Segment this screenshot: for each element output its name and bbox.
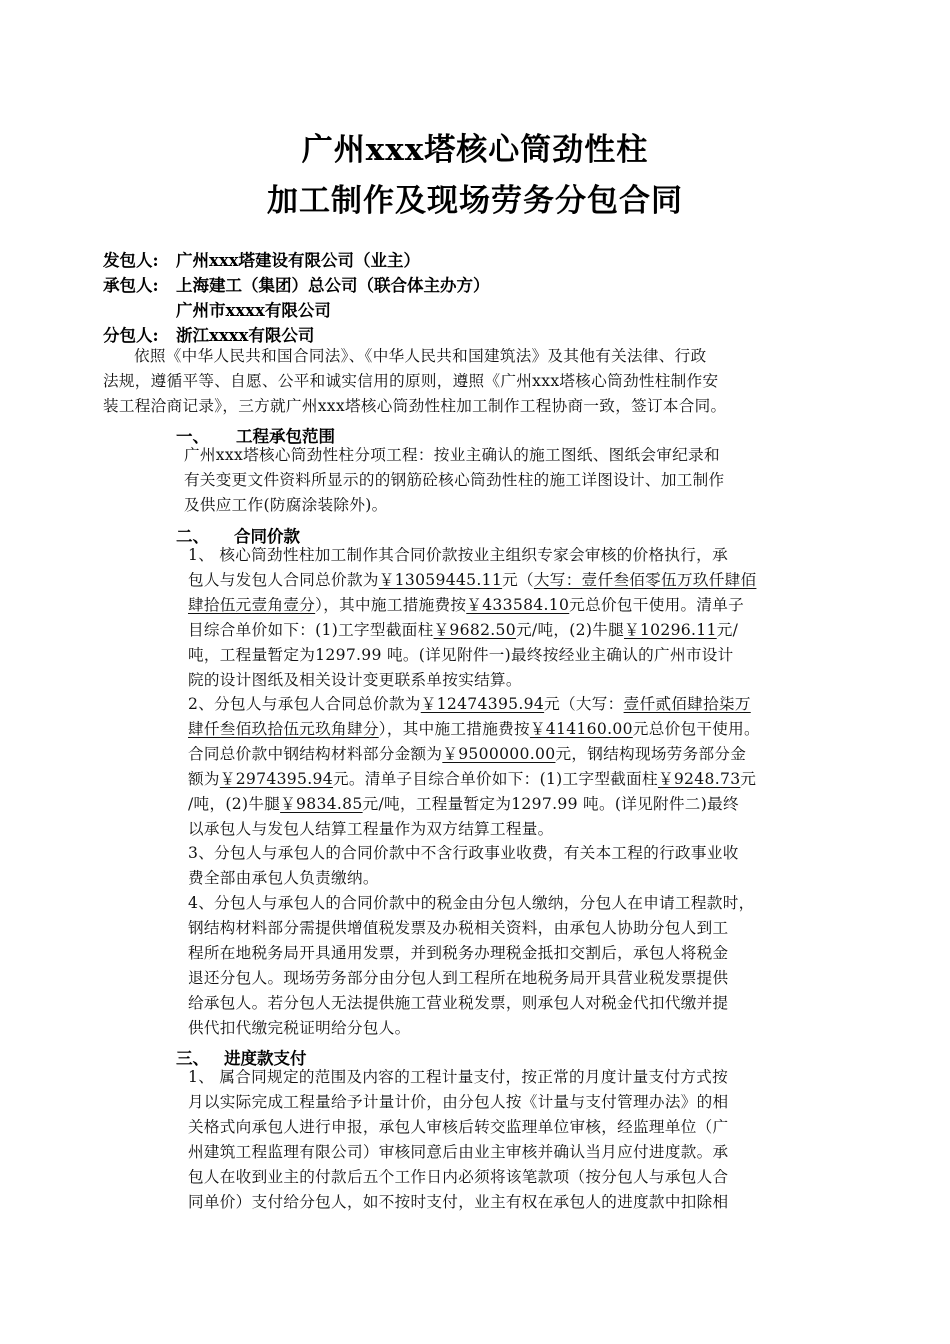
- document-title-line-1: 广州xxx塔核心筒劲性柱: [301, 132, 649, 168]
- amount-in-words: 壹仟贰佰肆拾柒万: [623, 695, 751, 713]
- paragraph-line: 退还分包人。现场劳务部分由分包人到工程所在地税务局开具营业税发票提供: [188, 969, 729, 987]
- section-title: 合同价款: [234, 527, 300, 546]
- party-contractor: [103, 272, 490, 296]
- section-heading-3: [176, 1045, 307, 1069]
- text-run: ），其中施工措施费按: [378, 720, 530, 738]
- section-title: 工程承包范围: [236, 427, 335, 446]
- paragraph-line: [188, 797, 739, 813]
- text-run: 元。清单子目综合单价如下：(1)工字型截面柱: [332, 770, 658, 788]
- text-run: 元（大写：: [544, 695, 624, 713]
- unit-price: ￥9248.73: [657, 770, 741, 788]
- text-run: 元/吨，(2)牛腿: [516, 621, 625, 639]
- text-run: 元总价包干使用。清单子: [569, 596, 745, 614]
- unit-price: ￥9682.50: [433, 621, 516, 639]
- party-value: 浙江xxxx有限公司: [176, 326, 315, 345]
- paragraph-line: 4、分包人与承包人的合同价款中的税金由分包人缴纳，分包人在申请工程款时，: [188, 894, 755, 912]
- paragraph-line: 1、 核心筒劲性柱加工制作其合同价款按业主组织专家会审核的价格执行，承: [188, 546, 728, 564]
- paragraph-line: 3、分包人与承包人的合同价款中不含行政事业收费，有关本工程的行政事业收: [188, 844, 739, 862]
- unit-price: ￥9834.85: [280, 795, 363, 813]
- paragraph-line: [188, 747, 746, 763]
- amount-in-words: 肆拾伍元壹角壹分: [188, 596, 316, 614]
- paragraph-line: 包人在收到业主的付款后五个工作日内必须将该笔款项（按分包人与承包人合: [188, 1168, 729, 1186]
- amount-total: ￥13059445.11: [378, 571, 503, 589]
- text-run: 元总价包干使用。: [632, 720, 760, 738]
- paragraph-line: [188, 598, 744, 614]
- amount-material: ￥9500000.00: [442, 745, 556, 763]
- paragraph-line: 吨，工程量暂定为1297.99 吨。(详见附件一)最终按经业主确认的广州市设计: [188, 646, 734, 664]
- text-run: 元（: [502, 571, 534, 589]
- text-run: 元: [740, 770, 757, 788]
- amount-in-words: 大写：壹仟叁佰零伍万玖仟肆佰: [533, 571, 757, 589]
- paragraph-line: [188, 623, 738, 639]
- party-subcontractor: [103, 322, 314, 346]
- text-run: 额为: [188, 770, 220, 788]
- paragraph-line: 及供应工作(防腐涂装除外)。: [184, 496, 388, 514]
- unit-price: ￥10296.11: [624, 621, 717, 639]
- party-label: 分包人:: [103, 326, 159, 345]
- paragraph-line: [188, 772, 756, 788]
- paragraph-line: 院的设计图纸及相关设计变更联系单按实结算。: [188, 671, 522, 689]
- amount-in-words: 肆仟叁佰玖拾伍元玖角肆分: [188, 720, 379, 738]
- section-heading-1: [176, 423, 335, 447]
- party-value: 上海建工（集团）总公司（联合体主办方）: [176, 276, 490, 295]
- text-run: 2、分包人与承包人合同总价款为: [188, 695, 421, 713]
- paragraph-line: 钢结构材料部分需提供增值税发票及办税相关资料，由承包人协助分包人到工: [188, 919, 729, 937]
- amount-measures: ￥433584.10: [466, 596, 570, 614]
- party-contractor-member: [103, 297, 331, 321]
- paragraph-line: 程所在地税务局开具通用发票，并到税务办理税金抵扣交割后，承包人将税金: [188, 944, 729, 962]
- paragraph-line: [188, 573, 756, 589]
- party-employer: [103, 247, 420, 271]
- party-value: 广州xxx塔建设有限公司（业主）: [176, 251, 421, 270]
- paragraph-line: 以承包人与发包人结算工程量作为双方结算工程量。: [188, 820, 554, 838]
- intro-line: 依照《中华人民共和国合同法》、《中华人民共和国建筑法》及其他有关法律、行政: [134, 347, 707, 365]
- amount-labor: ￥2974395.94: [219, 770, 333, 788]
- paragraph-line: 费全部由承包人负责缴纳。: [188, 869, 379, 887]
- intro-line: 装工程洽商记录》，三方就广州xxx塔核心筒劲性柱加工制作工程协商一致，签订本合同。: [103, 397, 727, 415]
- paragraph-line: 1、 属合同规定的范围及内容的工程计量支付，按正常的月度计量支付方式按: [188, 1068, 728, 1086]
- amount-measures: ￥414160.00: [529, 720, 633, 738]
- text-run: /吨，(2)牛腿: [188, 795, 281, 813]
- party-value: 广州市xxxx有限公司: [176, 301, 331, 320]
- document-title-line-2: 加工制作及现场劳务分包合同: [267, 183, 683, 219]
- text-run: ），其中施工措施费按: [315, 596, 467, 614]
- section-title: 进度款支付: [224, 1049, 307, 1068]
- section-number: 二、: [176, 527, 209, 546]
- party-label: 发包人:: [103, 251, 159, 270]
- paragraph-line: 州建筑工程监理有限公司）审核同意后由业主审核并确认当月应付进度款。承: [188, 1143, 729, 1161]
- text-run: 目综合单价如下：(1)工字型截面柱: [188, 621, 434, 639]
- party-label: 承包人:: [103, 276, 159, 295]
- paragraph-line: 关格式向承包人进行申报，承包人审核后转交监理单位审核，经监理单位（广: [188, 1118, 729, 1136]
- paragraph-line: 有关变更文件资料所显示的的钢筋砼核心筒劲性柱的施工详图设计、加工制作: [184, 471, 725, 489]
- text-run: 元/吨，工程量暂定为1297.99 吨。(详见附件二)最终: [362, 795, 739, 813]
- text-run: 元，钢结构现场劳务部分金: [555, 745, 747, 763]
- paragraph-line: 月以实际完成工程量给予计量计价，由分包人按《计量与支付管理办法》的相: [188, 1093, 729, 1111]
- text-run: 包人与发包人合同总价款为: [188, 571, 379, 589]
- paragraph-line: 广州xxx塔核心筒劲性柱分项工程：按业主确认的施工图纸、图纸会审纪录和: [184, 446, 720, 464]
- amount-total: ￥12474395.94: [420, 695, 545, 713]
- intro-line: 法规，遵循平等、自愿、公平和诚实信用的原则，遵照《广州xxx塔核心筒劲性柱制作安: [103, 372, 719, 390]
- paragraph-line: [188, 722, 760, 738]
- paragraph-line: [188, 697, 751, 713]
- paragraph-line: 供代扣代缴完税证明给分包人。: [188, 1019, 411, 1037]
- paragraph-line: 给承包人。若分包人无法提供施工营业税发票，则承包人对税金代扣代缴并提: [188, 994, 729, 1012]
- section-number: 一、: [176, 427, 209, 446]
- section-number: 三、: [176, 1049, 209, 1068]
- text-run: 元/: [716, 621, 739, 639]
- text-run: 合同总价款中钢结构材料部分金额为: [188, 745, 443, 763]
- paragraph-line: 同单价）支付给分包人，如不按时支付，业主有权在承包人的进度款中扣除相: [188, 1193, 729, 1211]
- section-heading-2: [176, 523, 300, 547]
